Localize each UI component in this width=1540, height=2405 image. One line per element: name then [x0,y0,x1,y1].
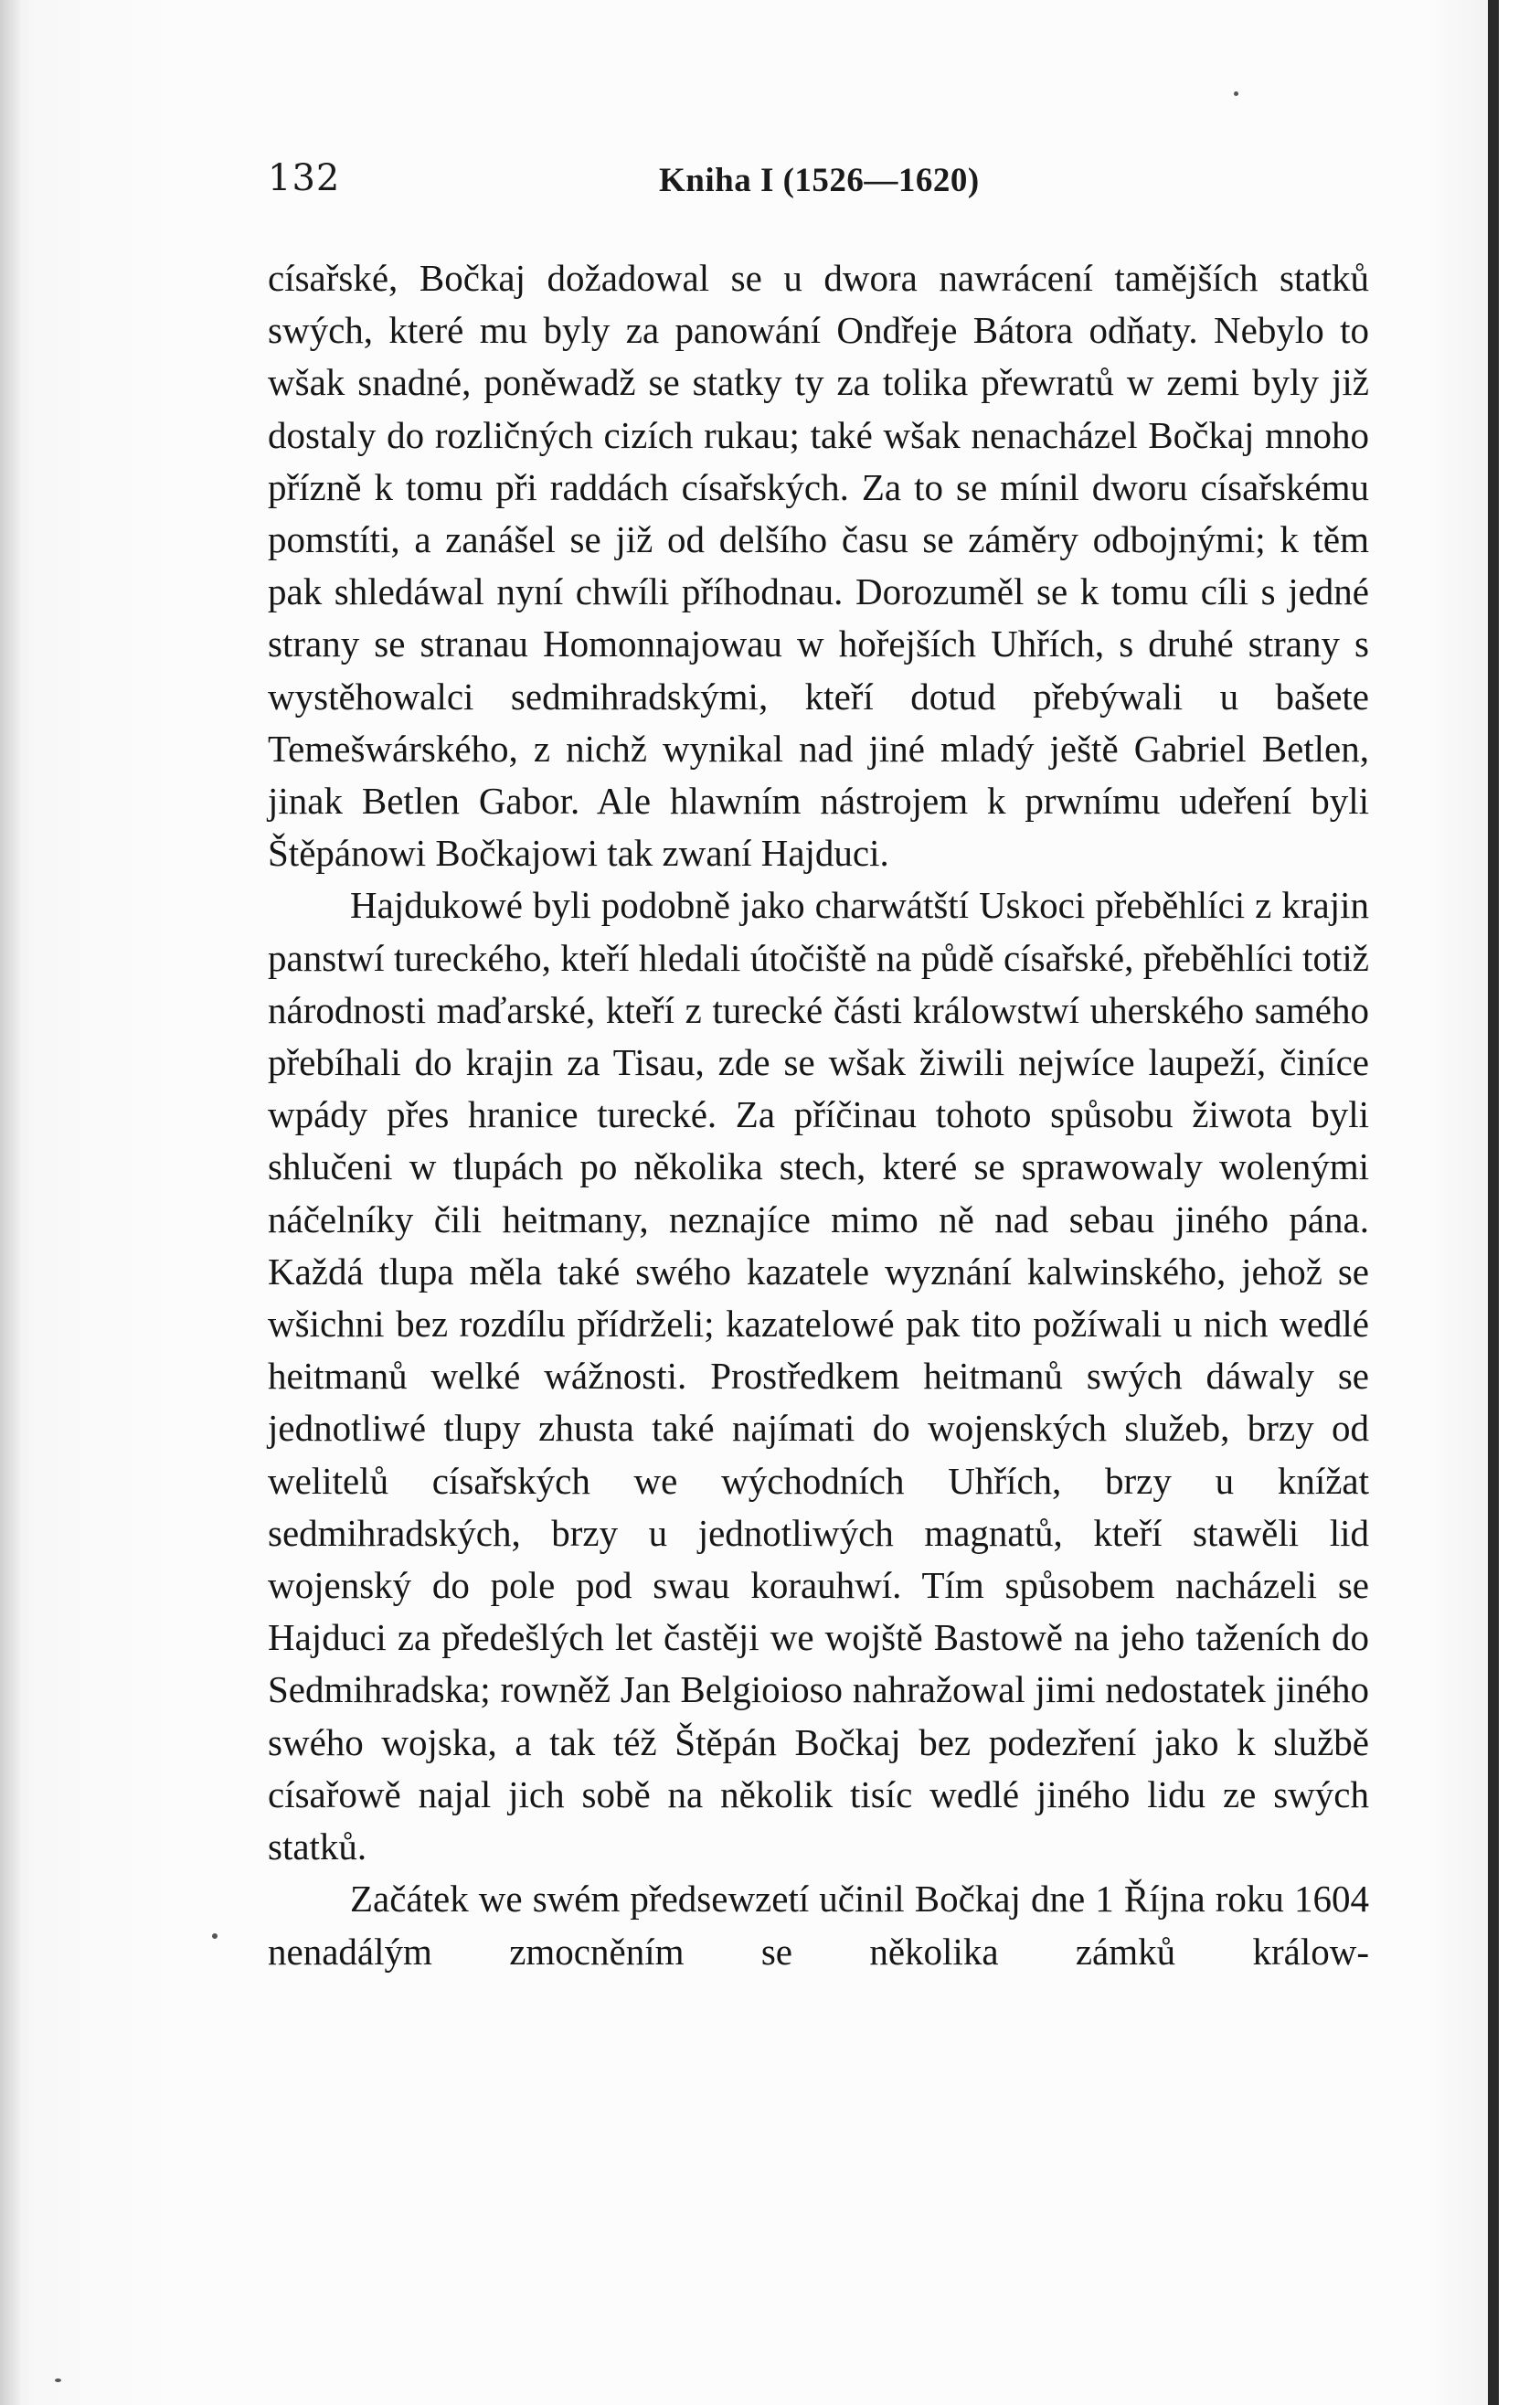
page-number: 132 [268,157,341,199]
page-header [268,157,1369,212]
running-head: Kniha I (1526—1620) [659,162,980,199]
book-spine-shadow [0,0,20,2405]
scan-margin [1499,0,1540,2405]
body-text [268,252,1369,1978]
scan-edge-bar [1488,0,1499,2405]
dust-speck [1234,91,1238,96]
paragraph-1: císařské, Bočkaj dožadowal se u dwora nawrácení tamějších statků swých, které mu byly za panowání Ondřeje Bátora odňaty. Nebylo to wšak snadné, poněwadž se statky ty za tolika přewratů w zemi byly již dostaly do rozličných cizích rukau; také wšak nenacházel Bočkaj mnoho přízně k tomu při raddách císařských. Za to se mínil dworu císařskému pomstíti, a zanášel se již od delšího času se záměry odbojnými; k těm pak shledáwal nyní chwíli příhodnau. Dorozuměl se k tomu cíli s jedné strany se stranau Homonnajowau w hořejších Uhřích, s druhé strany s wystěhowalci sedmihradskými, kteří dotud přebýwali u bašete Temešwárského, z nichž wynikal nad jiné mladý ještě Gabriel Betlen, jinak Betlen Gabor. Ale hlawním nástrojem k prwnímu udeření byli Štěpánowi Bočkajowi tak zwaní Hajduci. [268,257,1369,875]
paragraph-2: Hajdukowé byli podobně jako charwátští Uskoci přeběhlíci z krajin panstwí tureckého, kteří hledali útočiště na půdě císařské, přeběhlíci totiž národnosti maďarské, kteří z turecké části králowstwí uherského samého přebíhali do krajin za Tisau, zde se wšak žiwili nejwíce laupeží, činíce wpády přes hranice turecké. Za příčinau tohoto spůsobu žiwota byli shlučeni w tlupách po několika stech, které se sprawowaly wolenými náčelníky čili heitmany, neznajíce mimo ně nad sebau jiného pána. Každá tlupa měla také swého kazatele wyznání kalwinského, jehož se wšichni bez rozdílu přídrželi; kazatelowé pak tito požíwali u nich wedlé heitmanů welké wážnosti. Prostředkem heitmanů swých dáwaly se jednotliwé tlupy zhusta také najímati do wojenských služeb, brzy od welitelů císařských we wýchodních Uhřích, brzy u knížat sedmihradských, brzy u jednotliwých magnatů, kteří stawěli lid wojenský do pole pod swau korauhwí. Tím spůsobem nacházeli se Hajduci za předešlých let častěji we wojště Bastowě na jeho taženích do Sedmihradska; rowněž Jan Belgioioso nahražowal jimi nedostatek jiného swého wojska, a tak též Štěpán Bočkaj bez podezření jako k službě císařowě najal jich sobě na několik tisíc wedlé jiného lidu ze swých statků. [268,884,1369,1868]
dust-speck [55,2378,61,2382]
dust-speck [212,1933,218,1939]
paragraph-3: Začátek we swém předsewzetí učinil Bočkaj dne 1 Října roku 1604 nenadálým zmocněním se několika zámků králow- [268,1878,1369,1973]
